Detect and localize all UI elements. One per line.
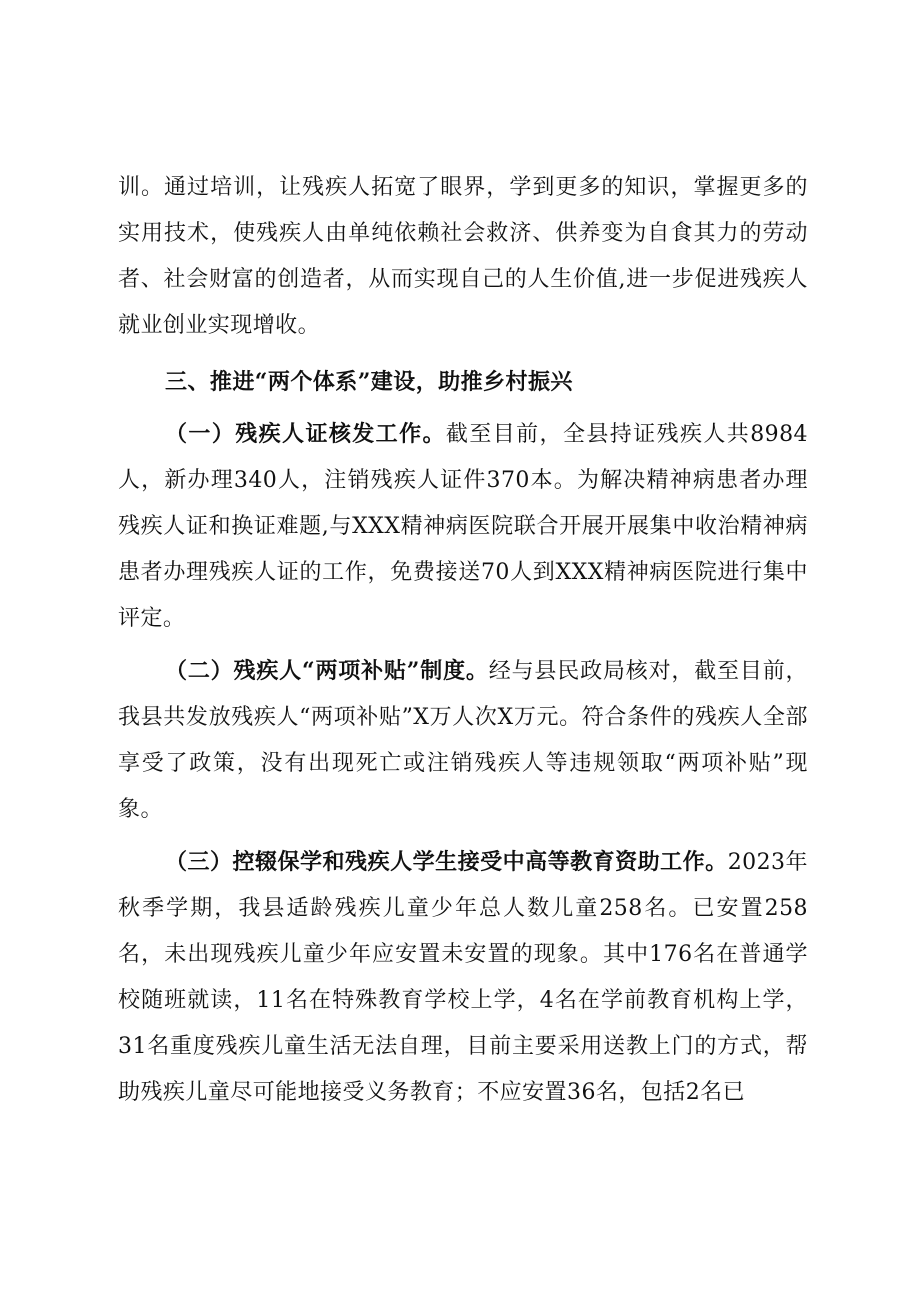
paragraph-lead: （三）控辍保学和残疾人学生接受中高等教育资助工作。 [165,849,728,875]
paragraph-certificate [118,411,808,642]
section-heading: 三、推进“两个体系”建设，助推乡村振兴 [165,369,573,395]
continuation-paragraph: 训。通过培训，让残疾人拓宽了眼界，学到更多的知识，掌握更多的实用技术，使残疾人由单纯依赖社会救济、供养变为自食其力的劳动者、社会财富的创造者，从而实现自己的人生价值,进一步促进残疾人就业创业实现增收。 [118,175,808,338]
paragraph-text: 经与县民政局核对，截至目前，我县共发放残疾人“两项补贴”X万人次X万元。符合条件的残疾人全部享受了政策，没有出现死亡或注销残疾人等违规领取“两项补贴”现象。 [118,659,808,822]
paragraph-lead: （二）残疾人“两项补贴”制度。 [165,658,489,684]
paragraph-education [118,839,808,1116]
document-body [118,165,808,1116]
paragraph-subsidy [118,648,808,833]
paragraph-lead: （一）残疾人证核发工作。 [165,421,446,447]
paragraph-text: 截至目前，全县持证残疾人共8984人，新办理340人，注销残疾人证件370本。为解决精神病患者办理残疾人证和换证难题,与XXX精神病医院联合开展开展集中收治精神病患者办理残疾人证的工作，免费接送70人到XXX精神病医院进行集中评定。 [118,422,809,631]
paragraph-text: 2023年秋季学期，我县适龄残疾儿童少年总人数儿童258名。已安置258名，未出现残疾儿童少年应安置未安置的现象。其中176名在普通学校随班就读，11名在特殊教育学校上学，4名在学前教育机构上学，31名重度残疾儿童生活无法自理，目前主要采用送教上门的方式，帮助残疾儿童尽可能地接受义务教育；不应安置36名，包括2名已 [118,850,808,1105]
